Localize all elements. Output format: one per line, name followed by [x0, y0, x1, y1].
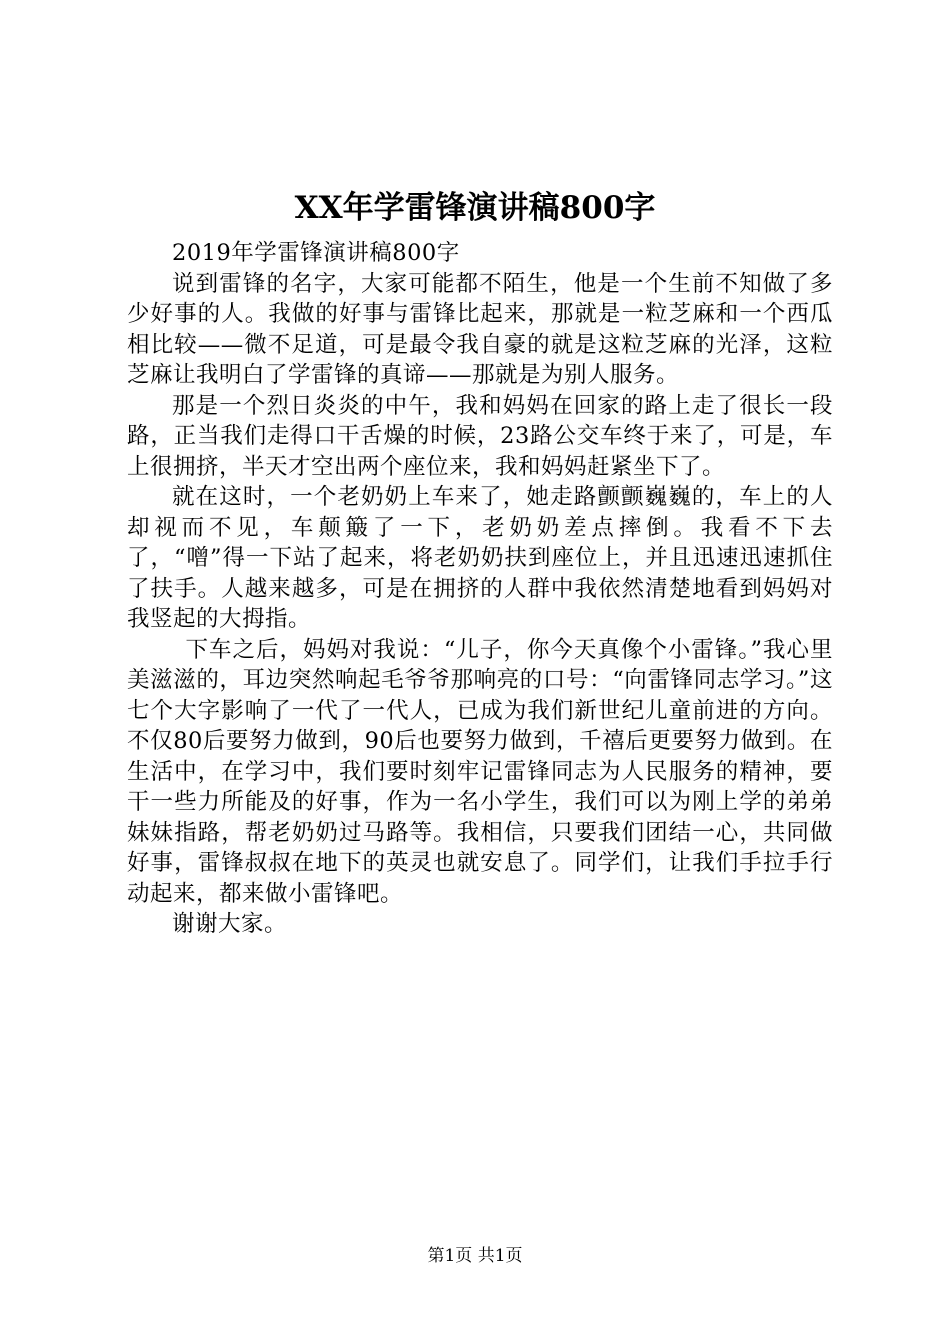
paragraph-3: 就在这时，一个老奶奶上车来了，她走路颤颤巍巍的，车上的人却视而不见，车颠簸了一下，老奶奶差点摔倒。我看不下去了，“噌”得一下站了起来，将老奶奶扶到座位上，并且迅速迅速抓住了扶手。人越来越多，可是在拥挤的人群中我依然清楚地看到妈妈对我竖起的大拇指。	[127, 484, 833, 632]
paragraph-1: 说到雷锋的名字，大家可能都不陌生，他是一个生前不知做了多少好事的人。我做的好事与雷锋比起来，那就是一粒芝麻和一个西瓜相比较——微不足道，可是最令我自豪的就是这粒芝麻的光泽，这粒芝麻让我明白了学雷锋的真谛——那就是为别人服务。	[127, 270, 833, 388]
page-number-footer: 第1页 共1页	[427, 1246, 523, 1266]
paragraph-2: 那是一个烈日炎炎的中午，我和妈妈在回家的路上走了很长一段路，正当我们走得口干舌燥的时候，23路公交车终于来了，可是，车上很拥挤，半天才空出两个座位来，我和妈妈赶紧坐下了。	[127, 392, 833, 480]
paragraph-4: 下车之后，妈妈对我说：“儿子，你今天真像个小雷锋。”我心里美滋滋的，耳边突然响起毛爷爷那响亮的口号：“向雷锋同志学习。”这七个大字影响了一代了一代人，已成为我们新世纪儿童前进的方向。不仅80后要努力做到，90后也要努力做到，千禧后更要努力做到。在生活中，在学习中，我们要时刻牢记雷锋同志为人民服务的精神，要干一些力所能及的好事，作为一名小学生，我们可以为刚上学的弟弟妹妹指路，帮老奶奶过马路等。我相信，只要我们团结一心，共同做好事，雷锋叔叔在地下的英灵也就安息了。同学们，让我们手拉手行动起来，都来做小雷锋吧。	[127, 636, 833, 907]
paragraph-closing: 谢谢大家。	[172, 911, 288, 937]
document-title: XX年学雷锋演讲稿800字	[294, 190, 656, 226]
document-subtitle: 2019年学雷锋演讲稿800字	[172, 240, 460, 266]
document-body	[127, 238, 833, 940]
